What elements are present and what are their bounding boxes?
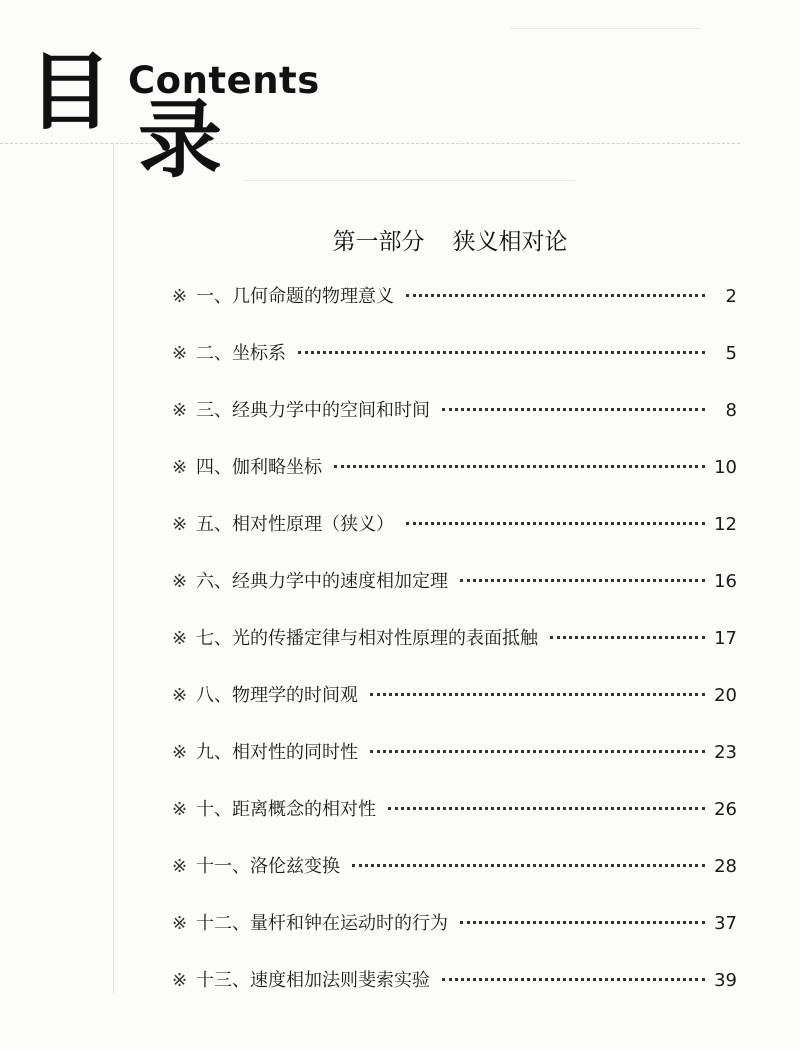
toc-entry-label: 六、经典力学中的速度相加定理 <box>196 571 448 592</box>
header-divider <box>0 143 740 144</box>
dot-leader <box>352 864 705 867</box>
toc-entry-page: 5 <box>725 343 737 364</box>
toc-entry-label: 十二、量杆和钟在运动时的行为 <box>196 913 448 934</box>
title-cn-char1: 目 <box>28 43 113 141</box>
toc-entry-page: 23 <box>714 742 737 763</box>
toc-entry-label: 七、光的传播定律与相对性原理的表面抵触 <box>196 628 538 649</box>
toc-entry[interactable] <box>172 332 737 389</box>
toc-entry-label: 一、几何命题的物理意义 <box>196 286 394 307</box>
toc-entry-label: 八、物理学的时间观 <box>196 685 358 706</box>
toc-entry-page: 17 <box>714 628 737 649</box>
reference-mark-icon: ※ <box>172 286 188 307</box>
toc-entry[interactable] <box>172 959 737 1016</box>
toc-entry-label: 十一、洛伦兹变换 <box>196 856 340 877</box>
toc-entry-page: 10 <box>714 457 737 478</box>
toc-entry[interactable] <box>172 560 737 617</box>
dot-leader <box>388 807 705 810</box>
reference-mark-icon: ※ <box>172 799 188 820</box>
toc-entry-page: 39 <box>714 970 737 991</box>
dot-leader <box>370 750 705 753</box>
title-en: Contents <box>128 59 320 102</box>
toc-entry[interactable] <box>172 389 737 446</box>
title-cn-char2: 录 <box>138 91 223 189</box>
section-part: 第一部分 <box>332 229 425 255</box>
reference-mark-icon: ※ <box>172 970 188 991</box>
toc-entry[interactable] <box>172 845 737 902</box>
toc-entry[interactable] <box>172 503 737 560</box>
dot-leader <box>550 636 705 639</box>
toc-entry-page: 20 <box>714 685 737 706</box>
toc-entry[interactable] <box>172 788 737 845</box>
dot-leader <box>370 693 705 696</box>
toc-entry[interactable] <box>172 674 737 731</box>
reference-mark-icon: ※ <box>172 685 188 706</box>
dot-leader <box>334 465 705 468</box>
dot-leader <box>406 522 705 525</box>
toc-entry-page: 8 <box>725 400 737 421</box>
reference-mark-icon: ※ <box>172 457 188 478</box>
toc-entry-page: 28 <box>714 856 737 877</box>
toc-entry-label: 二、坐标系 <box>196 343 286 364</box>
scan-artifact-line <box>510 28 700 29</box>
section-heading <box>0 228 800 256</box>
dot-leader <box>442 978 705 981</box>
dot-leader <box>298 351 705 354</box>
toc-entry-page: 2 <box>725 286 737 307</box>
table-of-contents <box>172 275 737 1016</box>
toc-entry[interactable] <box>172 446 737 503</box>
dot-leader <box>460 579 705 582</box>
toc-entry-label: 十三、速度相加法则斐索实验 <box>196 970 430 991</box>
dot-leader <box>442 408 705 411</box>
toc-entry-label: 九、相对性的同时性 <box>196 742 358 763</box>
reference-mark-icon: ※ <box>172 628 188 649</box>
toc-entry-page: 16 <box>714 571 737 592</box>
reference-mark-icon: ※ <box>172 913 188 934</box>
dot-leader <box>406 294 705 297</box>
margin-rule <box>113 143 114 993</box>
reference-mark-icon: ※ <box>172 742 188 763</box>
reference-mark-icon: ※ <box>172 571 188 592</box>
reference-mark-icon: ※ <box>172 514 188 535</box>
toc-entry-page: 12 <box>714 514 737 535</box>
reference-mark-icon: ※ <box>172 343 188 364</box>
toc-entry[interactable] <box>172 617 737 674</box>
toc-entry[interactable] <box>172 275 737 332</box>
toc-entry-label: 五、相对性原理（狭义） <box>196 514 394 535</box>
toc-entry[interactable] <box>172 731 737 788</box>
reference-mark-icon: ※ <box>172 856 188 877</box>
toc-entry[interactable] <box>172 902 737 959</box>
toc-entry-page: 26 <box>714 799 737 820</box>
scan-artifact-line <box>245 180 575 181</box>
toc-entry-page: 37 <box>714 913 737 934</box>
toc-entry-label: 三、经典力学中的空间和时间 <box>196 400 430 421</box>
dot-leader <box>460 921 705 924</box>
section-title: 狭义相对论 <box>452 229 568 255</box>
toc-entry-label: 四、伽利略坐标 <box>196 457 322 478</box>
toc-entry-label: 十、距离概念的相对性 <box>196 799 376 820</box>
reference-mark-icon: ※ <box>172 400 188 421</box>
